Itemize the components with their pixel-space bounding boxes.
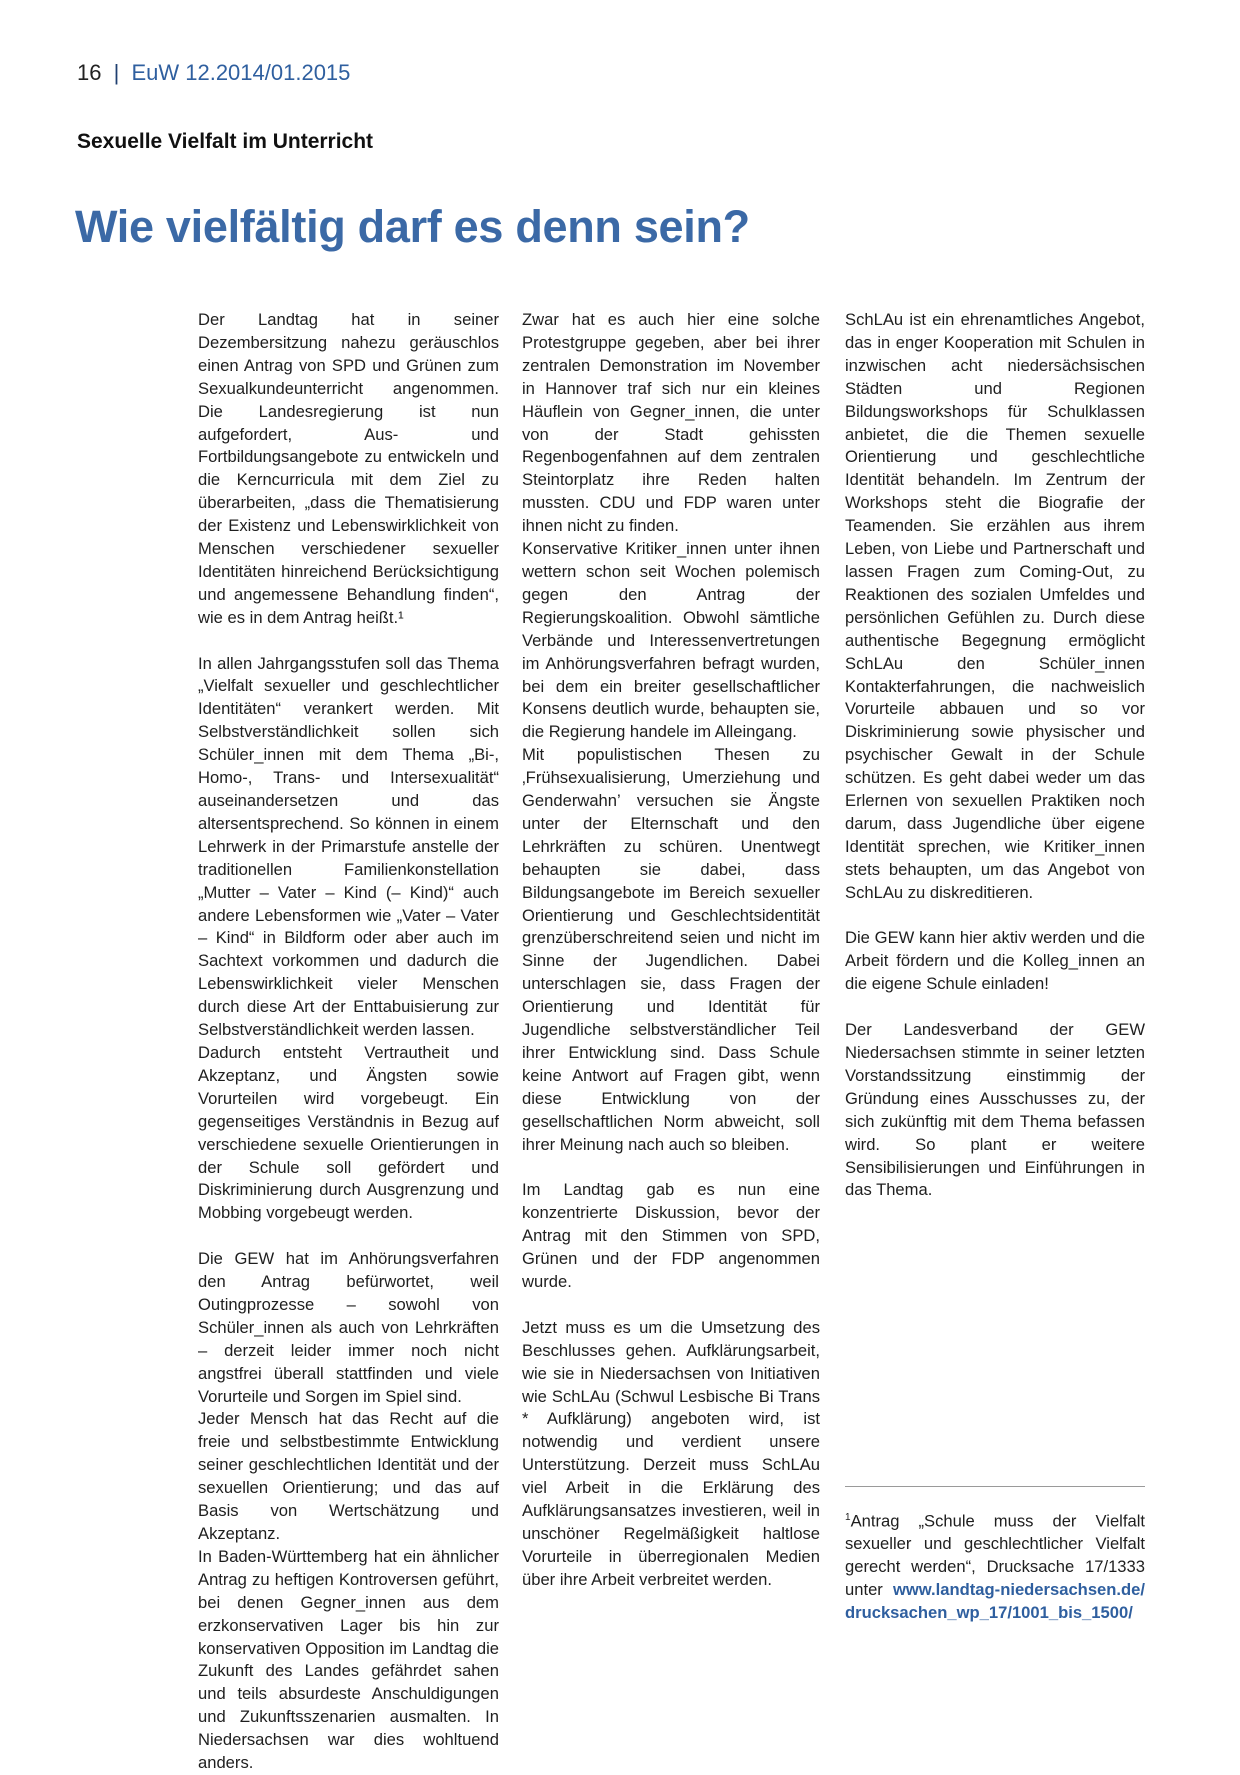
header-separator: | (113, 60, 120, 85)
text-column-3 (845, 309, 1145, 1202)
footnote-marker: 1 (845, 1512, 851, 1523)
paragraph: Zwar hat es auch hier eine solche Protestgruppe gegeben, aber bei ihrer zentralen Demonstration im November in Hannover traf sich nur ein kleines Häuflein von Gegner_innen, die unter von der Stadt gehissten Regenbogenfahnen auf dem zentralen Steintorplatz ihre Reden halten mussten. CDU und FDP waren unter ihnen nicht zu finden. (522, 310, 820, 536)
paragraph: Der Landtag hat in seiner Dezembersitzung nahezu geräuschlos einen Antrag von SPD und Grünen zum Sexualkundeunterricht angenommen. Die Landesregierung ist nun aufgefordert, Aus- und Fortbildungsangebote zu entwickeln und die Kerncurricula mit dem Ziel zu überarbeiten, „dass die Thematisierung der Existenz und Lebenswirklichkeit von Menschen verschiedener sexueller Identitäten hinreichend Berücksichtigung und angemessene Behandlung finden“, wie es in dem Antrag heißt.¹ (198, 310, 499, 627)
paragraph: Konservative Kritiker_innen unter ihnen wettern schon seit Wochen polemisch gegen den Antrag der Regierungskoalition. Obwohl sämtliche Verbände und Interessenvertretungen im Anhörungsverfahren befragt wurden, bei dem ein breiter gesellschaftlicher Konsens deutlich wurde, behaupten sie, die Regierung handele im Alleingang. (522, 539, 820, 742)
paragraph: Die GEW kann hier aktiv werden und die Arbeit fördern und die Kolleg_innen an die eigene Schule einladen! (845, 928, 1145, 994)
paragraph: Jetzt muss es um die Umsetzung des Beschlusses gehen. Aufklärungsarbeit, wie sie in Niedersachsen von Initiativen wie SchLAu (Schwul Lesbische Bi Trans * Aufklärung) angeboten wird, ist notwendig und verdient unsere Unterstützung. Derzeit muss SchLAu viel Arbeit in die Erklärung des Aufklärungsansatzes investieren, weil in unschöner Regelmäßigkeit haltlose Vorurteile in überregionalen Medien über ihre Arbeit verbreitet werden. (522, 1317, 820, 1589)
text-column-1 (198, 309, 499, 1775)
footnote (845, 1507, 1145, 1625)
text-column-2 (522, 309, 820, 1592)
footnote-link[interactable]: www.landtag-niedersachsen.de/drucksachen_wp_17/1001_bis_1500/ (845, 1580, 1145, 1623)
page-number: 16 (77, 60, 102, 85)
paragraph: Im Landtag gab es nun eine konzentrierte Diskussion, bevor der Antrag mit den Stimmen von SPD, Grünen und der FDP angenommen wurde. (522, 1180, 820, 1292)
section-kicker: Sexuelle Vielfalt im Unterricht (77, 130, 374, 153)
paragraph: SchLAu ist ein ehrenamtliches Angebot, das in enger Kooperation mit Schulen in inzwischen acht niedersächsischen Städten und Regionen Bildungsworkshops für Schulklassen anbietet, die die Themen sexuelle Orientierung und geschlechtliche Identität behandeln. Im Zentrum der Workshops steht die Biografie der Teamenden. Sie erzählen aus ihrem Leben, von Liebe und Partnerschaft und lassen Fragen zum Coming-Out, zu Reaktionen des sozialen Umfeldes und persönlichen Gefühlen zu. Durch diese authentische Begegnung ermöglicht SchLAu den Schüler_innen Kontakterfahrungen, die nachweislich Vorurteile abbauen und so vor Diskriminierung sowie physischer und psychischer Gewalt in der Schule schützen. Es geht dabei weder um das Erlernen von sexuellen Praktiken noch darum, dass Jugendliche über eigene Identität sprechen, wie Kritiker_innen stets behaupten, um das Angebot von SchLAu zu diskreditieren. (845, 310, 1145, 902)
paragraph: Jeder Mensch hat das Recht auf die freie und selbstbestimmte Entwicklung seiner geschlechtlichen Identität und der sexuellen Orientierung; und das auf Basis von Wertschätzung und Akzeptanz. (198, 1409, 499, 1543)
paragraph: Die GEW hat im Anhörungsverfahren den Antrag befürwortet, weil Outingprozesse – sowohl von Schüler_innen als auch von Lehrkräften – derzeit leider immer noch nicht angstfrei überall stattfinden und viele Vorurteile und Sorgen im Spiel sind. (198, 1249, 499, 1406)
paragraph: Dadurch entsteht Vertrautheit und Akzeptanz, und Ängsten sowie Vorurteilen wird vorgebeugt. Ein gegenseitiges Verständnis in Bezug auf verschiedene sexuelle Orientierungen in der Schule soll gefördert und Diskriminierung durch Ausgrenzung und Mobbing vorgebeugt werden. (198, 1042, 499, 1223)
paragraph: In allen Jahrgangsstufen soll das Thema „Vielfalt sexueller und geschlechtlicher Identitäten“ verankert werden. Mit Selbstverständlichkeit sollen sich Schüler_innen mit dem Thema „Bi-, Homo-, Trans- und Intersexualität“ auseinandersetzen und das altersentsprechend. So können in einem Lehrwerk in der Primarstufe anstelle der traditionellen Familienkonstellation „Mutter – Vater – Kind (– Kind)“ auch andere Lebensformen wie „Vater – Vater – Kind“ in Bildform oder aber auch im Sachtext vorkommen und dadurch die Lebenswirklichkeit vieler Menschen durch diese Art der Enttabuisierung zur Selbstverständlichkeit werden lassen. (198, 653, 499, 1040)
footnote-text: Antrag „Schule muss der Vielfalt sexueller und geschlechtlicher Vielfalt gerecht werden“, Drucksache 17/1333 unter (845, 1511, 1145, 1600)
article-title: Wie vielfältig darf es denn sein? (75, 201, 750, 252)
page-header (77, 58, 350, 88)
paragraph: Mit populistischen Thesen zu ‚Frühsexualisierung, Umerziehung und Genderwahn’ versuchen sie Ängste unter der Elternschaft und den Lehrkräften zu schüren. Unentwegt behaupten sie dabei, dass Bildungsangebote im Bereich sexueller Orientierung und Geschlechtsidentität grenzüberschreitend seien und nicht im Sinne der Jugendlichen. Dabei unterschlagen sie, dass Fragen der Orientierung und Identität für Jugendliche selbstverständlicher Teil ihrer Entwicklung sind. Dass Schule keine Antwort auf Fragen gibt, wenn diese Entwicklung von der gesellschaftlichen Norm abweicht, soll ihrer Meinung nach auch so bleiben. (522, 745, 820, 1154)
footnote-divider (845, 1486, 1145, 1487)
paragraph: Der Landesverband der GEW Niedersachsen stimmte in seiner letzten Vorstandssitzung einstimmig der Gründung eines Ausschusses zu, der sich zukünftig mit dem Thema befassen wird. So plant er weitere Sensibilisierungen und Einführungen in das Thema. (845, 1020, 1145, 1200)
issue-label: EuW 12.2014/01.2015 (131, 60, 351, 85)
paragraph: In Baden-Württemberg hat ein ähnlicher Antrag zu heftigen Kontroversen geführt, bei denen Gegner_innen aus dem erzkonservativen Lager bis hin zur konservativen Opposition im Landtag die Zukunft des Landes gefährdet sahen und teils absurdeste Anschuldigungen und Zukunftsszenarien ausmalten. In Niedersachsen war dies wohltuend anders. (198, 1546, 499, 1773)
